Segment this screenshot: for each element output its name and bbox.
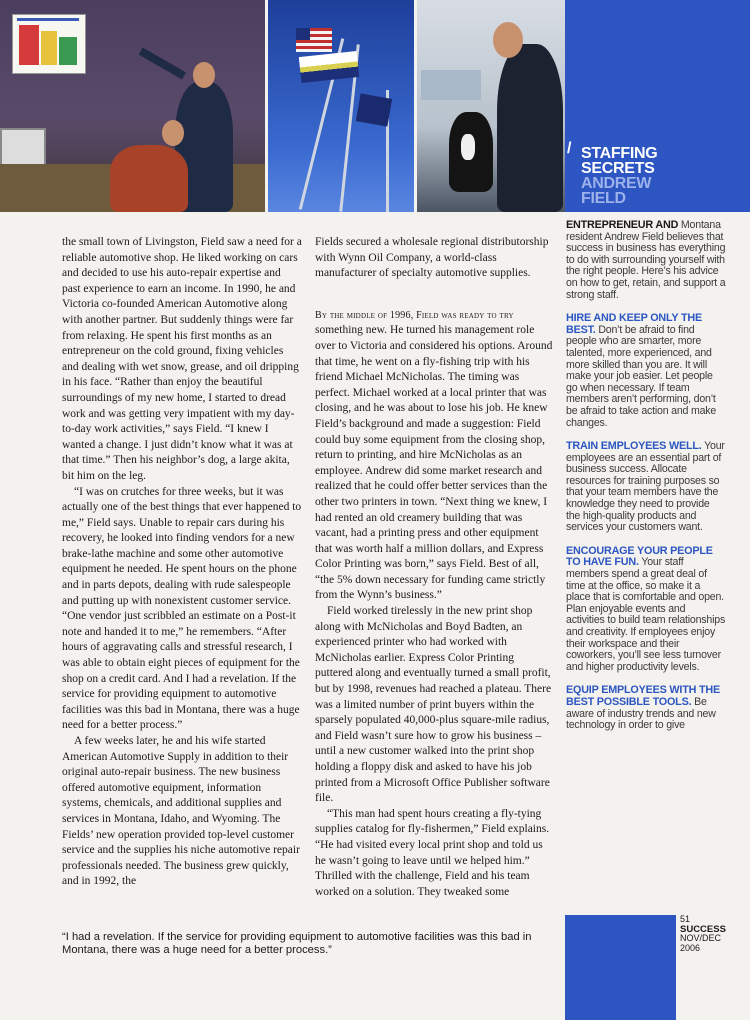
seated-man-head xyxy=(162,120,184,146)
paragraph: Fields secured a wholesale regional distributorship with Wynn Oil Company, a world-class manufacturer of specialty automotive supplies. xyxy=(315,236,549,280)
seated-man xyxy=(110,145,188,212)
sidebar-tip xyxy=(566,441,726,534)
issue-months: NOV/DEC xyxy=(680,933,722,943)
slash-accent-icon: / xyxy=(567,140,572,157)
article-column-2 xyxy=(315,235,553,900)
company-flag xyxy=(299,51,359,83)
photo-flags xyxy=(268,0,417,212)
sidebar-tips xyxy=(566,220,726,744)
sidebar-body: Be aware of industry trends and new technology in order to give xyxy=(566,695,716,732)
montana-flag xyxy=(356,93,392,126)
sidebar-body: Your employees are an essential part of business success. Allocate resources for training purposes so that your team members have the knowledge they need to provide the high-quality products and services your customers want. xyxy=(566,440,725,534)
us-flag xyxy=(296,28,332,52)
wall-chart-poster xyxy=(12,14,86,74)
man-figure xyxy=(497,44,563,212)
photo-office-presentation xyxy=(0,0,268,212)
sidebar-heading: TRAIN EMPLOYEES WELL. xyxy=(566,440,702,453)
pointing-arm xyxy=(139,48,186,80)
footer-color-block xyxy=(565,915,676,1020)
runin-lead: By the middle of 1996, Field was ready to try xyxy=(315,309,514,321)
standing-man-head xyxy=(193,62,215,88)
runin-body: something new. He turned his management role over to Victoria and considered his options. Around that time, he went on a fly-fishing trip with his friend Michael McNicholas. The timing was perfect. Michael worked at a local printer that was closing, and he was about to lose his job. He knew Field’s background and made a suggestion: Field could buy some equipment from the closing shop, return to printing, and hire McNicholas as an employee. Andrew did some market research and realized that he could offer better services than the other two printers in town. “Next thing we knew, I had rented an old creamery building that was vacant, had a printing press and other equipment that was worth half a million dollars, and Express Color Printing was born,” says Field. Best of all, “the 5% down necessary for funding came strictly from the Wynn’s business.” xyxy=(315,324,553,602)
sidebar-tip xyxy=(566,546,726,674)
paragraph: Field worked tirelessly in the new print shop along with McNicholas and Boyd Badten, an experienced printer who had worked with McNicholas earlier. Express Color Printing puttered along and eventually turned a small profit, but by 1998, revenues had reached a plateau. There was a limited number of print buyers within the sparsely populated 40,000-plus square-mile radius, and Field wasn’t sure how to grow his business – until a new customer walked into the print shop holding a floppy disk and asked to have his job printed from a Microsoft Office Publisher software file. xyxy=(315,605,552,805)
title-line-field: FIELD xyxy=(581,190,626,207)
paragraph: “This man had spent hours creating a fly-tying supplies catalog for fly-fishermen,” Field explains. “He had visited every local print shop and told us he wasn’t going to leave until we helped him.” Thrilled with the challenge, Field and his team worked on a solution. They tweaked some xyxy=(315,807,550,898)
photo-man-with-dog xyxy=(417,0,565,212)
sidebar-heading: ENCOURAGE YOUR PEOPLE TO HAVE FUN. xyxy=(566,544,713,569)
sidebar-heading: HIRE AND KEEP ONLY THE BEST. xyxy=(566,312,702,336)
paragraph: the small town of Livingston, Field saw a need for a reliable automotive shop. He liked working on cars and decided to use his auto-repair expertise and past experience to earn an income. In 1990, he and Victoria co-founded American Automotive along with another partner. But suddenly things were far from relaxing. He spent his first months as an entrepreneur on the cold ground, fixing vehicles and dealing with wet snow, grease, and oil dripping in his face. “Rather than enjoy the beautiful surroundings of my new home, I started to dread work and was getting very impatient with my day-to-day work activities,” says Field. “I knew I wanted a change. I just didn’t know what it was at that time.” Then his neighbor’s dog, a large akita, bit him on the leg. xyxy=(62,236,302,482)
page-number: 51 xyxy=(680,914,691,924)
section-title xyxy=(573,146,657,206)
sidebar-heading: ENTREPRENEUR AND xyxy=(566,219,679,231)
background-monitors xyxy=(421,70,481,100)
title-line-secrets: SECRETS xyxy=(581,160,655,177)
paragraph-runin xyxy=(315,308,553,604)
paragraph: A few weeks later, he and his wife started American Automotive Supply in addition to their original auto-repair business. The new business offered automotive equipment, information systems, chemicals, and additional supplies and services in Montana, Idaho, and Wyoming. The Fields’ new operation provided top-level customer service and the supplies his niche automotive repair professionals needed. The business grew quickly, and in 1992, the xyxy=(62,735,300,888)
photo-strip xyxy=(0,0,565,212)
pull-quote: “I had a revelation. If the service for providing equipment to automotive facilities was this bad in Montana, there was a huge need for a better process.” xyxy=(62,931,532,956)
sidebar-body: Montana resident Andrew Field believes that success in business has everything to do with surrounding yourself with the right people. Here’s his advice on how to get, retain, and support a strong staff. xyxy=(566,219,726,301)
sidebar-body: Don’t be afraid to find people who are smarter, more talented, more experienced, and more skilled than you are. It will make your job easier. Let people go when necessary. If team members aren’t performing, don’t be afraid to take action and make changes. xyxy=(566,323,717,429)
sidebar-intro xyxy=(566,220,726,301)
sidebar-tip xyxy=(566,685,726,731)
title-block xyxy=(565,0,750,212)
sidebar-body: Your staff members spend a great deal of time at the office, so make it a place that is comfortable and open. Plan enjoyable events and activities to build team relationships and creativity. If employees enjoy their workspace and their coworkers, you’ll see less turnover and higher productivity levels. xyxy=(566,556,726,673)
article-column-1 xyxy=(62,235,302,890)
sidebar-heading: EQUIP EMPLOYEES WITH THE BEST POSSIBLE TOOLS. xyxy=(566,684,720,708)
dog-figure xyxy=(449,112,493,192)
sidebar-tip xyxy=(566,313,726,429)
title-line-staffing: STAFFING xyxy=(581,145,658,162)
paragraph: “I was on crutches for three weeks, but it was actually one of the best things that ever happened to me,” Field says. Unable to repair cars during his recovery, he looked into finding vendors for a new brake-lathe machine and some other automotive equipment he needed. He spent hours on the phone and in parts depots, dealing with rude salespeople and putting up with nonexistent customer service. “One vendor just scribbled an estimate on a Post-it note and handed it to me,” he remembers. “After hours of aggravating calls and stressful research, I was able to obtain eight pieces of equipment for the shop on a credit card. And I had a revelation. If the service for providing equipment to automotive facilities was this bad in Montana, there was a huge need for a better process.” xyxy=(62,485,302,732)
magazine-name: SUCCESS xyxy=(680,923,726,935)
page-folio xyxy=(680,915,726,953)
title-line-andrew: ANDREW xyxy=(581,175,652,192)
issue-year: 2006 xyxy=(680,942,701,953)
man-head xyxy=(493,22,523,58)
